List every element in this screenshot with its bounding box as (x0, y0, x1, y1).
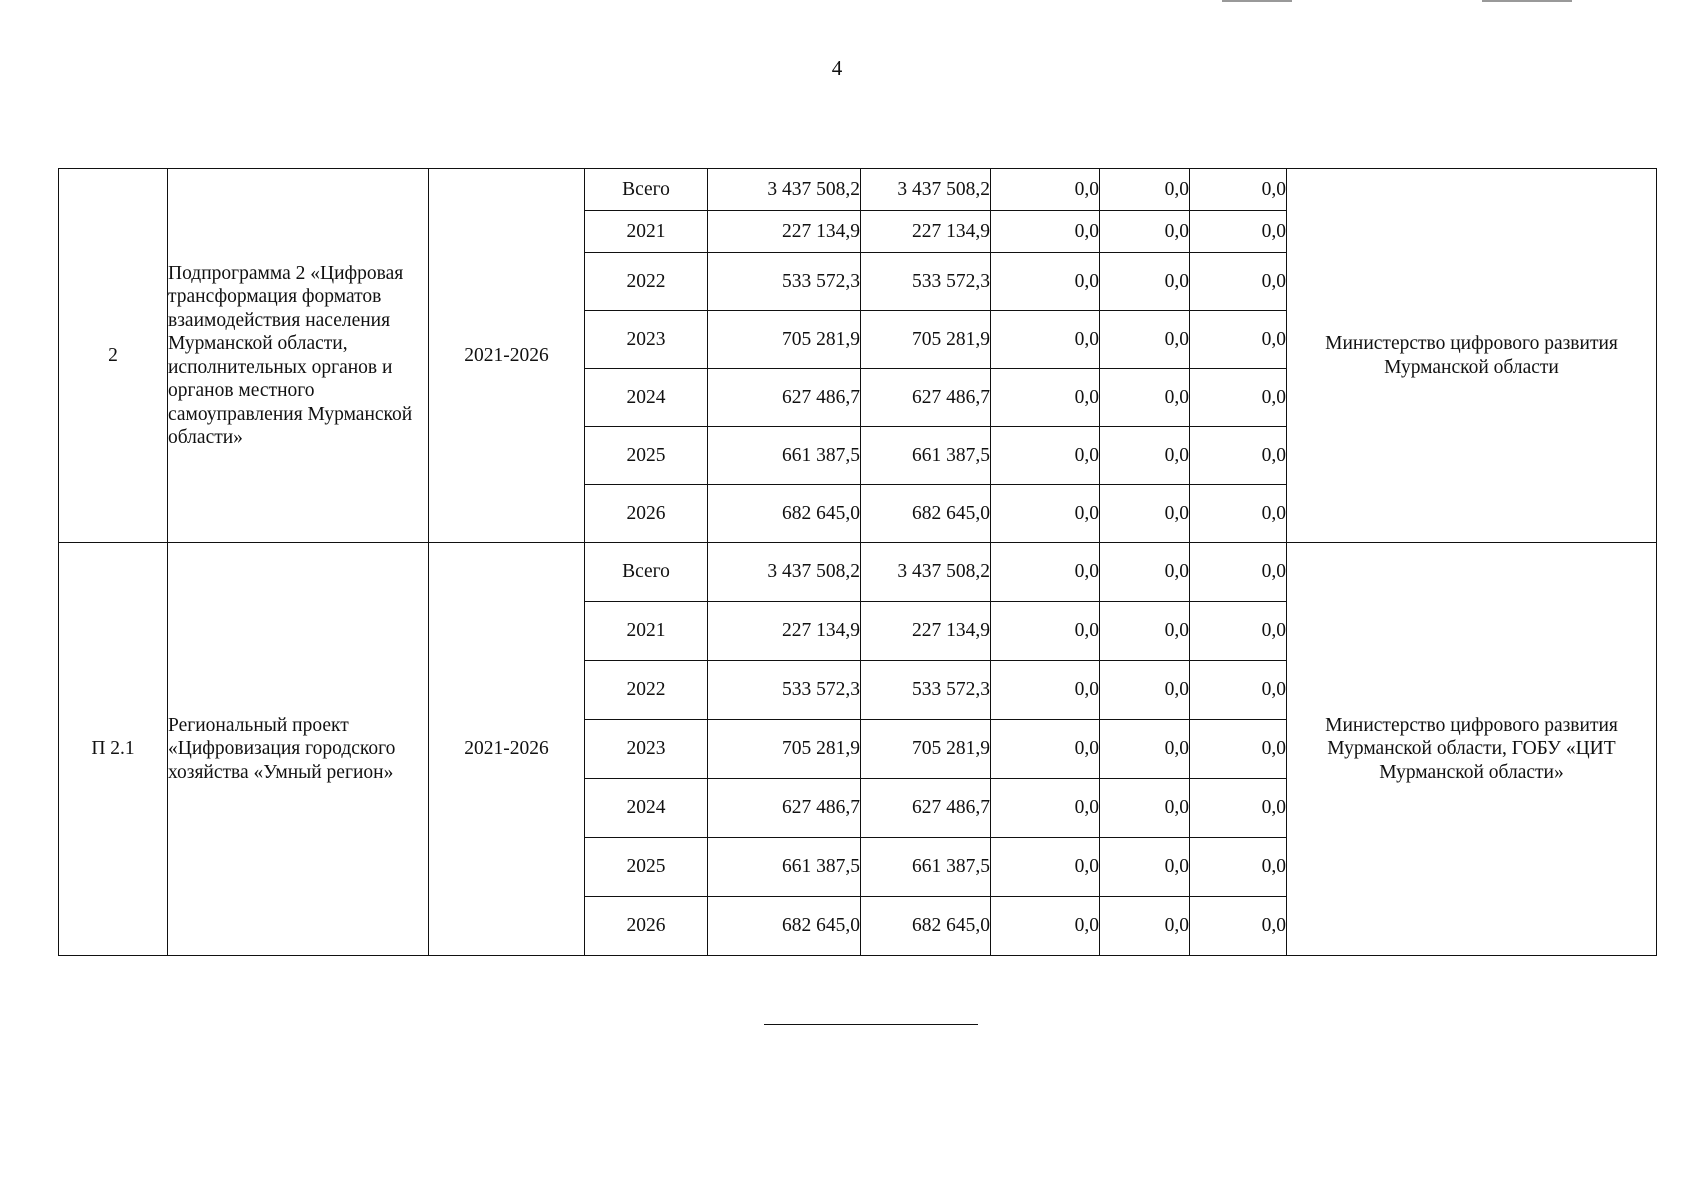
federal-budget-cell: 0,0 (991, 897, 1100, 956)
extra-budgetary-cell: 0,0 (1190, 720, 1287, 779)
local-budget-cell: 0,0 (1100, 369, 1190, 427)
extra-budgetary-cell: 0,0 (1190, 779, 1287, 838)
federal-budget-cell: 0,0 (991, 661, 1100, 720)
regional-budget-cell: 661 387,5 (861, 427, 991, 485)
total-amount-cell: 533 572,3 (708, 661, 861, 720)
budget-table-body (59, 169, 1657, 956)
regional-budget-cell: 627 486,7 (861, 779, 991, 838)
federal-budget-cell: 0,0 (991, 720, 1100, 779)
federal-budget-cell: 0,0 (991, 169, 1100, 211)
extra-budgetary-cell: 0,0 (1190, 253, 1287, 311)
extra-budgetary-cell: 0,0 (1190, 661, 1287, 720)
federal-budget-cell: 0,0 (991, 253, 1100, 311)
local-budget-cell: 0,0 (1100, 720, 1190, 779)
table-row (59, 169, 1657, 211)
local-budget-cell: 0,0 (1100, 253, 1190, 311)
federal-budget-cell: 0,0 (991, 485, 1100, 543)
year-label: 2023 (585, 311, 708, 369)
year-label: 2025 (585, 427, 708, 485)
total-amount-cell: 705 281,9 (708, 720, 861, 779)
total-amount-cell: 3 437 508,2 (708, 543, 861, 602)
total-amount-cell: 3 437 508,2 (708, 169, 861, 211)
total-amount-cell: 705 281,9 (708, 311, 861, 369)
row-number: 2 (59, 169, 168, 543)
year-label: 2022 (585, 661, 708, 720)
year-label: 2021 (585, 211, 708, 253)
federal-budget-cell: 0,0 (991, 369, 1100, 427)
local-budget-cell: 0,0 (1100, 543, 1190, 602)
implementation-period: 2021-2026 (429, 543, 585, 956)
local-budget-cell: 0,0 (1100, 169, 1190, 211)
year-label: Всего (585, 169, 708, 211)
year-label: 2024 (585, 779, 708, 838)
responsible-executor: Министерство цифрового развития Мурманской области, ГОБУ «ЦИТ Мурманской области» (1287, 543, 1657, 956)
regional-budget-cell: 3 437 508,2 (861, 543, 991, 602)
year-label: 2022 (585, 253, 708, 311)
local-budget-cell: 0,0 (1100, 211, 1190, 253)
federal-budget-cell: 0,0 (991, 543, 1100, 602)
local-budget-cell: 0,0 (1100, 602, 1190, 661)
header-scan-mark (1222, 0, 1582, 3)
extra-budgetary-cell: 0,0 (1190, 485, 1287, 543)
year-label: 2021 (585, 602, 708, 661)
total-amount-cell: 227 134,9 (708, 602, 861, 661)
responsible-executor: Министерство цифрового развития Мурманской области (1287, 169, 1657, 543)
federal-budget-cell: 0,0 (991, 211, 1100, 253)
regional-budget-cell: 627 486,7 (861, 369, 991, 427)
program-name: Подпрограмма 2 «Цифровая трансформация форматов взаимодействия населения Мурманской области, исполнительных органов и органов местного самоуправления Мурманской области» (168, 169, 429, 543)
year-label: 2026 (585, 897, 708, 956)
total-amount-cell: 682 645,0 (708, 485, 861, 543)
regional-budget-cell: 227 134,9 (861, 602, 991, 661)
federal-budget-cell: 0,0 (991, 602, 1100, 661)
year-label: 2025 (585, 838, 708, 897)
extra-budgetary-cell: 0,0 (1190, 897, 1287, 956)
regional-budget-cell: 682 645,0 (861, 485, 991, 543)
federal-budget-cell: 0,0 (991, 311, 1100, 369)
year-label: Всего (585, 543, 708, 602)
total-amount-cell: 661 387,5 (708, 427, 861, 485)
table-row (59, 543, 1657, 602)
regional-budget-cell: 705 281,9 (861, 311, 991, 369)
local-budget-cell: 0,0 (1100, 485, 1190, 543)
year-label: 2026 (585, 485, 708, 543)
extra-budgetary-cell: 0,0 (1190, 211, 1287, 253)
extra-budgetary-cell: 0,0 (1190, 369, 1287, 427)
extra-budgetary-cell: 0,0 (1190, 427, 1287, 485)
total-amount-cell: 627 486,7 (708, 779, 861, 838)
total-amount-cell: 627 486,7 (708, 369, 861, 427)
regional-budget-cell: 661 387,5 (861, 838, 991, 897)
extra-budgetary-cell: 0,0 (1190, 543, 1287, 602)
regional-budget-cell: 533 572,3 (861, 253, 991, 311)
extra-budgetary-cell: 0,0 (1190, 838, 1287, 897)
page-number: 4 (831, 56, 843, 80)
local-budget-cell: 0,0 (1100, 779, 1190, 838)
federal-budget-cell: 0,0 (991, 427, 1100, 485)
local-budget-cell: 0,0 (1100, 838, 1190, 897)
extra-budgetary-cell: 0,0 (1190, 169, 1287, 211)
regional-budget-cell: 533 572,3 (861, 661, 991, 720)
total-amount-cell: 227 134,9 (708, 211, 861, 253)
local-budget-cell: 0,0 (1100, 661, 1190, 720)
extra-budgetary-cell: 0,0 (1190, 311, 1287, 369)
regional-budget-cell: 705 281,9 (861, 720, 991, 779)
regional-budget-cell: 227 134,9 (861, 211, 991, 253)
local-budget-cell: 0,0 (1100, 311, 1190, 369)
regional-budget-cell: 3 437 508,2 (861, 169, 991, 211)
program-name: Региональный проект «Цифровизация городского хозяйства «Умный регион» (168, 543, 429, 956)
total-amount-cell: 533 572,3 (708, 253, 861, 311)
budget-table (58, 168, 1657, 956)
implementation-period: 2021-2026 (429, 169, 585, 543)
federal-budget-cell: 0,0 (991, 779, 1100, 838)
local-budget-cell: 0,0 (1100, 427, 1190, 485)
extra-budgetary-cell: 0,0 (1190, 602, 1287, 661)
row-number: П 2.1 (59, 543, 168, 956)
total-amount-cell: 682 645,0 (708, 897, 861, 956)
local-budget-cell: 0,0 (1100, 897, 1190, 956)
year-label: 2023 (585, 720, 708, 779)
regional-budget-cell: 682 645,0 (861, 897, 991, 956)
end-of-document-rule (764, 1024, 978, 1025)
year-label: 2024 (585, 369, 708, 427)
federal-budget-cell: 0,0 (991, 838, 1100, 897)
total-amount-cell: 661 387,5 (708, 838, 861, 897)
